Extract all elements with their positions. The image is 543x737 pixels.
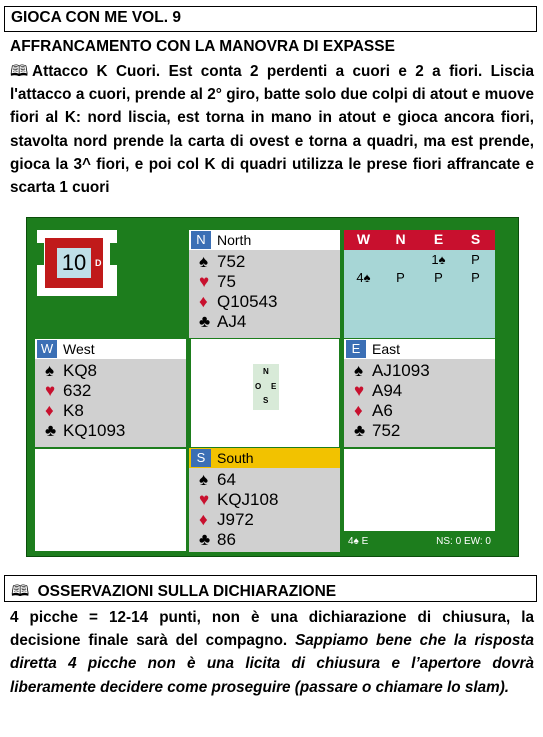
north-hand (189, 250, 340, 338)
contract: 4♠ E (348, 536, 369, 547)
bid-cell: P (471, 270, 480, 285)
south-header (189, 448, 340, 468)
south-tag: S (191, 449, 211, 467)
contract-bar (344, 533, 495, 551)
bid-cell: 1♠ (431, 252, 446, 267)
bid-header-n: N (395, 231, 406, 247)
bid-header-e: E (433, 231, 444, 247)
compass-north: N (263, 367, 269, 376)
diamond-icon: ♦ (199, 292, 208, 311)
west-hearts: 632 (63, 381, 92, 400)
west-spades: KQ8 (63, 361, 98, 380)
bid-cell: P (471, 252, 480, 267)
spade-icon: ♠ (199, 470, 209, 489)
spade-icon: ♠ (199, 252, 209, 271)
south-name: South (217, 450, 254, 466)
bid-cell: P (396, 270, 405, 285)
club-icon: ♣ (199, 312, 211, 331)
board-number: 10 (57, 248, 91, 278)
title-text: GIOCA CON ME VOL. 9 (11, 9, 181, 26)
north-header (189, 230, 340, 250)
south-diamonds: J972 (217, 510, 254, 529)
west-name: West (63, 341, 95, 357)
bid-cell: 4♠ (356, 270, 371, 285)
observations-italic: Sappiamo bene che la risposta diretta 4 picche non è una licita di chiusura e l’apertore dovrà liberamente decidere come proseguire (passare o chiamare lo slam). (10, 632, 534, 696)
heart-icon: ♥ (199, 272, 210, 291)
east-clubs: 752 (372, 421, 401, 440)
bid-header-w: W (356, 231, 371, 247)
compass-east: E (271, 382, 277, 391)
board-number-box (37, 230, 117, 296)
east-spades: AJ1093 (372, 361, 430, 380)
spade-icon: ♠ (354, 361, 364, 380)
score: NS: 0 EW: 0 (436, 536, 491, 547)
east-hearts: A94 (372, 381, 403, 400)
north-name: North (217, 232, 252, 248)
west-tag: W (37, 340, 57, 358)
west-header (35, 339, 186, 359)
bid-header-s: S (470, 231, 481, 247)
vulnerability-east (110, 243, 117, 265)
bidding-header (344, 230, 495, 250)
observations-paragraph (10, 606, 534, 699)
diamond-icon: ♦ (45, 401, 54, 420)
west-diamonds: K8 (63, 401, 84, 420)
compass-south: S (263, 396, 269, 405)
diamond-icon: ♦ (354, 401, 363, 420)
document-title (4, 6, 537, 32)
south-hearts: KQJ108 (217, 490, 279, 509)
north-tag: N (191, 231, 211, 249)
compass-west: O (255, 382, 262, 391)
south-spades: 64 (217, 470, 236, 489)
heart-icon: ♥ (354, 381, 365, 400)
south-clubs: 86 (217, 530, 236, 549)
club-icon: ♣ (199, 530, 211, 549)
north-clubs: AJ4 (217, 312, 247, 331)
bid-cell: P (434, 270, 443, 285)
north-spades: 752 (217, 252, 246, 271)
subtitle: AFFRANCAMENTO CON LA MANOVRA DI EXPASSE (10, 38, 395, 55)
club-icon: ♣ (45, 421, 57, 440)
heart-icon: ♥ (45, 381, 56, 400)
table-center (191, 339, 339, 447)
east-lower-blank (344, 449, 495, 531)
west-clubs: KQ1093 (63, 421, 126, 440)
book-icon: 🕮 (10, 63, 29, 80)
observations-title: OSSERVAZIONI SULLA DICHIARAZIONE (37, 583, 337, 600)
dealer-letter: D (95, 258, 102, 268)
bidding-box (344, 230, 495, 338)
vulnerability-west (37, 243, 44, 265)
east-diamonds: A6 (372, 401, 393, 420)
club-icon: ♣ (354, 421, 366, 440)
observations-plain: 4 picche = 12-14 punti, non è una dichiarazione di chiusura, la decisione finale sarà del compagno. (10, 609, 534, 650)
bridge-board (26, 217, 519, 557)
north-diamonds: Q10543 (217, 292, 278, 311)
east-header (344, 339, 495, 359)
diamond-icon: ♦ (199, 510, 208, 529)
north-hearts: 75 (217, 272, 236, 291)
east-tag: E (346, 340, 366, 358)
south-hand (189, 468, 340, 552)
west-hand (35, 359, 186, 447)
intro-text: Attacco K Cuori. Est conta 2 perdenti a cuori e 2 a fiori. Liscia l'attacco a cuori, prende al 2° giro, batte solo due colpi di atout e muove fiori al K: nord liscia, est torna in mano in atout e gioca ancora fiori, stavolta nord prende la carta di ovest e torna a quadri, ma est prende, gioca la 3^ fiori, e poi col K di quadri utilizza le prese fiori affrancate e scarta 1 cuori (10, 63, 534, 197)
observations-title-box (4, 575, 537, 602)
spade-icon: ♠ (45, 361, 55, 380)
heart-icon: ♥ (199, 490, 210, 509)
intro-paragraph (10, 60, 534, 199)
east-name: East (372, 341, 401, 357)
compass (253, 364, 279, 410)
book-icon: 🕮 (11, 583, 30, 600)
west-lower-blank (35, 449, 186, 551)
east-hand (344, 359, 495, 447)
